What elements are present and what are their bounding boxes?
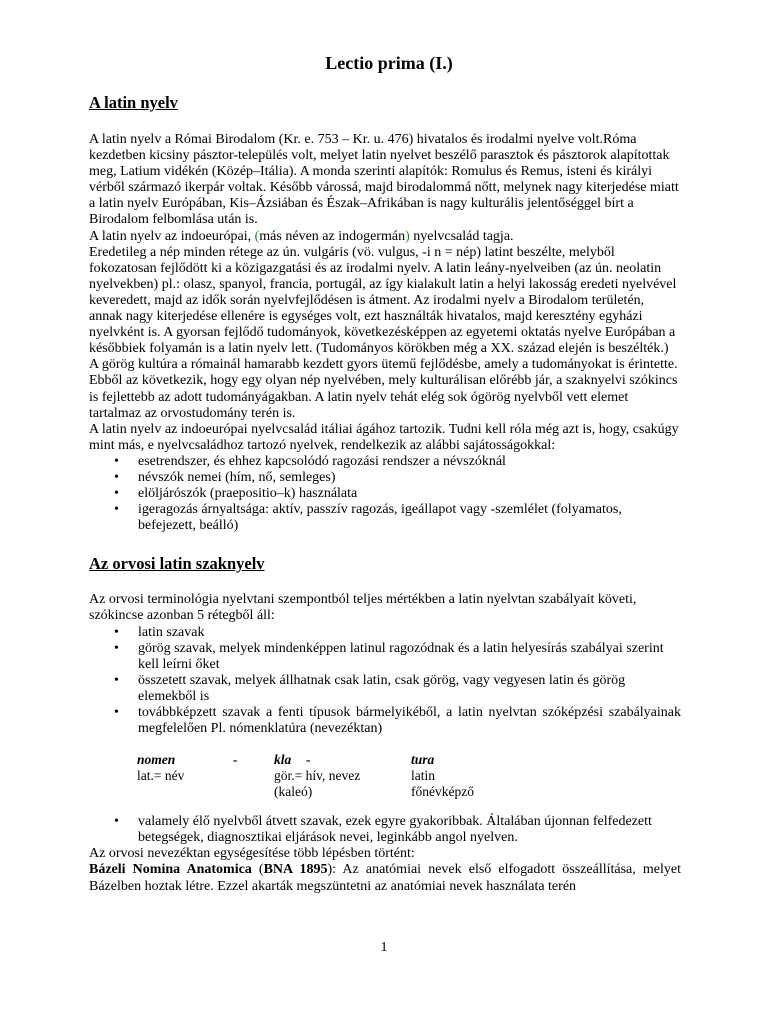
bullet-icon: • [114, 453, 119, 469]
table-cell: nomen [137, 752, 176, 768]
bullet-icon: • [114, 624, 119, 640]
table-cell [233, 768, 274, 784]
paren-close: ) [405, 228, 410, 244]
table-cell: (kaleó) [274, 784, 313, 800]
list-item [89, 486, 681, 502]
bold-term: Bázeli Nomina Anatomica [89, 862, 252, 878]
page-title: Lectio prima (I.) [325, 53, 453, 73]
text-segment: más néven az indogermán [259, 228, 406, 244]
table-row [137, 768, 561, 784]
list-item-text: összetett szavak, melyek állhatnak csak latin, csak görög, vagy vegyesen latin és görög elemekből is [138, 672, 626, 704]
list-item-text: elöljárószók (praepositio–k) használata [138, 486, 358, 502]
bullet-icon: • [114, 502, 119, 518]
list-item [89, 502, 681, 534]
text-segment: A latin nyelv az indoeurópai, [89, 228, 255, 244]
nomenclature-table [137, 752, 561, 800]
list-item [89, 454, 681, 470]
table-cell: latin [411, 768, 435, 784]
section-heading-latin-language: A latin nyelv [89, 93, 178, 112]
text-segment: nyelvcsalád tagja. [409, 228, 514, 244]
list-item [89, 705, 681, 737]
table-cell [233, 784, 274, 800]
table-cell: kla [274, 752, 292, 768]
list-item [89, 625, 681, 641]
page-number-text: 1 [380, 940, 388, 955]
bullet-icon: • [114, 705, 119, 720]
section-heading-medical-latin: Az orvosi latin szaknyelv [89, 554, 265, 574]
list-item-text: görög szavak, melyek mindenképpen latinul ragozódnak és a latin helyesírás szabályai szerint kell leírni őket [138, 640, 664, 672]
paragraph-italic-branch: A latin nyelv az indoeurópai nyelvcsalád itáliai ágához tartozik. Tudni kell róla még azt is, hogy, csakúgy mint más, e nyelvcsaládhoz tartozó nyelvek, rendelkezik az alábbi sajátosságokkal: [89, 421, 679, 453]
list-item [89, 814, 681, 846]
text-segment: ): Az anatómiai nevek első elfogadott összeállítása, melyet Bázelben hoztak létre. Ezzel akarták megszüntetni az anatómiai nevek használata terén [89, 862, 681, 894]
paragraph-greek-culture: A görög kultúra a rómainál hamarabb kezdett gyors ütemű fejlődésbe, amely a tudományokat is érintette. Ebből az következik, hogy egy olyan nép nyelvében, mely kulturálisan előrébb jár, a szaknyelvi szókincs is fejlettebb az adott tudományágakban. A latin nyelv tehát elég sok ógörög nyelvből vett elemet tartalmaz az orvostudomány terén is. [89, 357, 678, 421]
list-item-text: esetrendszer, és ehhez kapcsolódó ragozási rendszer a névszóknál [138, 453, 506, 469]
list-item-text: névszók nemei (hím, nő, semleges) [138, 469, 336, 485]
vocabulary-layers-list [89, 625, 681, 738]
page-number [0, 940, 768, 956]
paragraph-vulgar-latin: Eredetileg a nép minden rétege az ún. vulgáris (vö. vulgus, -i n = nép) latint beszélte, melyből fokozatosan fejlődött ki a közigazgatási és az irodalmi nyelv. A latin leány-nyelveiben (az ún. neolatin nyelvekben) pl.: olasz, spanyol, francia, portugál, az így kialakult latin a helyi lakosság eredeti nyelvével keveredett, majd az idők során nyelvfejlődésen is átment. Az irodalmi nyelv a Birodalom területén, annak nagy kiterjedése ellenére is egységes volt, ezt használták hivatalos, majd keresztény egyházi nyelvként is. A gyorsan fejlődő tudományok, következésképpen az egyetemi oktatás nyelve Európában a későbbiek folyamán is a latin nyelv lett. (Tudományos körökben még a XX. század elején is beszélték.) [89, 244, 677, 357]
table-row [137, 784, 561, 800]
table-cell [137, 784, 233, 800]
table-cell: - [233, 752, 238, 768]
bullet-icon: • [114, 814, 119, 830]
list-item [89, 641, 681, 673]
table-cell: tura [411, 752, 435, 768]
table-cell: - [306, 752, 311, 768]
list-item-text: latin szavak [138, 624, 205, 640]
bullet-icon: • [114, 672, 119, 688]
list-item-text: továbbképzett szavak a fenti típusok bármelyikéből, a latin nyelvtan szóképzési szabályainak megfelelően Pl. nómenklatúra (nevezéktan) [138, 705, 681, 737]
paren-open: ( [254, 228, 260, 244]
table-cell: főnévképző [411, 784, 474, 800]
features-list [89, 454, 681, 534]
list-item-text: valamely élő nyelvből átvett szavak, ezek egyre gyakoribbak. Általában újonnan felfedezett betegségek, diagnosztikai eljárások nevei, leginkább angol nyelven. [138, 814, 652, 846]
paragraph-intro: A latin nyelv a Római Birodalom (Kr. e. 753 – Kr. u. 476) hivatalos és irodalmi nyelve volt.Róma kezdetben kicsiny pásztor-település volt, melyet latin nyelvet beszélő parasztok és pásztorok alapítottak meg, Latium vidékén (Közép–Itália). A monda szerinti alapítók: Romulus és Remus, isteni és királyi vérből származó ikerpár voltak. Később várossá, majd birodalommá nőtt, melynek nagy kiterjedése miatt a latin nyelv Európában, Kis–Ázsiában és Észak–Afrikában is nagy kulturális jelentőséggel bírt a Birodalom felbomlása után is. [89, 132, 679, 228]
bullet-icon: • [114, 469, 119, 485]
bold-term: BNA 1895 [263, 862, 328, 878]
page-content [89, 52, 681, 895]
list-item [89, 673, 681, 705]
list-item [89, 470, 681, 486]
living-languages-list [89, 814, 681, 846]
bullet-icon: • [114, 640, 119, 656]
list-item-text: igeragozás árnyaltsága: aktív, passzív ragozás, igeállapot vagy -szemlélet (folyamatos, befejezett, beálló) [138, 502, 622, 534]
paragraph-standardization: Az orvosi nevezéktan egységesítése több lépésben történt: [89, 846, 415, 862]
paragraph-indoeuropean [89, 229, 681, 245]
table-cell: gör.= hív, nevez [274, 768, 361, 784]
table-cell: lat.= név [137, 768, 185, 784]
paragraph-bna [89, 862, 681, 894]
paragraph-terminology: Az orvosi terminológia nyelvtani szempontból teljes mértékben a latin nyelvtan szabályait követi, szókincse azonban 5 rétegből áll: [89, 592, 637, 624]
bullet-icon: • [114, 486, 119, 502]
text-segment: ( [251, 862, 264, 878]
table-row [137, 752, 561, 768]
